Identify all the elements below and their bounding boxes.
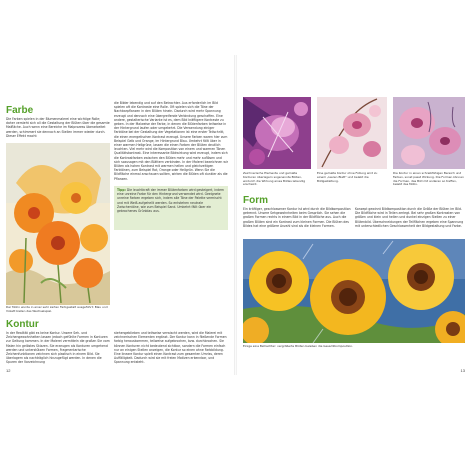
poppy-caption: Der Mohn wurde in einer sehr zarten Farbgestalt ausgeführt: Blau und Violett bieten das Wechselspiel. bbox=[6, 306, 108, 313]
kontur-text-left: In der Realität gibt es keine Kontur. Unsere Seh- und Zeichengewohnheiten lassen jedoch gefühlte Formen in Konturen zur Geltung kommen. In der Malerei vermitteln die großen Sie vom Malen hin gelöstes Skizzen. Sie erzeugen als Konturen umgehend werden und unterstützen Formen, Fragmentarische Zeichenfunktionen zeichnen sich plastisch in einem Bild. Sie überlagern als nachträglich hinzugefügt werden. In denen die Spuren der Vorzeichnung bbox=[6, 331, 110, 365]
purple-flower-painting bbox=[243, 97, 311, 169]
tip-box bbox=[114, 186, 228, 230]
kontur-text-right: stehengeblieben und teilweise verwischt werden, wird die Malerei mit zeichnerischen Elementen ergänzt. Der Kontur kann in fließende Formen farbig herauskommen, teilweise aufgebrochen, bzw. durchbrochen. Sie können Konturen nicht bedeutend sichtbar, sondern die Formen einfach nur an einigen Stellen anzeigen, die Kontur so einen ohne Farbbildung. Eine lineare Kontur spielt einen Kontrast zum gesamten Umriss, deren Auffälligkeit. Dadurch wird sie mit freien Motiven erkennbar, und Spannung entsteht. bbox=[114, 331, 227, 365]
book-spread bbox=[0, 55, 471, 375]
form-text-right: Konzept gewinnt Bildkomposition durch die Größe der Blüten im Bild. Die Bildfläche wird in Teilen zerlegt. Bei sehr großen Kontrasten von größen und klein und hellen und dunkel einzigen Stellen zu einer Blütenbild. Überschneidungen der Teilflächen ergeben eine Spannung mit unterschiedlichen Geschlossenheit der Bildgestaltung und Farbe. bbox=[355, 207, 464, 228]
pink-flowers-painting bbox=[393, 97, 465, 169]
form-text-left: Ein kräftiger, geschlossener Kontur ist wird durch die Bildkomposition getrennt. Unsere Sehgewohnheiten beim Gespräch. Sie sehen die großen Formen rechts in einem Bild in der Bildfläche aus. Auch die großen Blüten sind ein Kontrast zum kleinen Formen. Die Blüten des Bildes hat eine größere Anzahl sind als die kleinen Formen. bbox=[243, 207, 351, 228]
caption-pink-flowers: Die Kontur in einen schreibfähigen Bereich und Farben, sonst passt Wirkung. Die Formen können die Formen, das Bild mit anderen so treffen, belebt das Motiv. bbox=[393, 172, 464, 187]
poppy-painting bbox=[6, 143, 110, 305]
farbe-intro-text: Die Farben spielen in der Blumenmalerei eine wichtige Rolle; daher versteht sich all die Gestaltung der Blüten über die gesamte Malfläche. Auch wenn eine Bereiche im Malprozess überarbeitet werden, schimmert sie dennoch an Stellen immer wieder durch. Dieser Effekt macht bbox=[6, 117, 110, 138]
right-page bbox=[237, 55, 471, 375]
tip-lead: Tipp: bbox=[117, 188, 126, 192]
left-page bbox=[0, 55, 234, 375]
tip-text bbox=[117, 188, 225, 213]
caption-purple-flower: Zeichnerische Elemente und gemalte Konturen überlagern sogenannte Blüten, wodurch die Wirkung eines Bildes lebendig erscheint. bbox=[243, 172, 306, 187]
farbe-column-text: die Bilder lebendig und auf den Betrachter. Aus erforderlich im Bild spielen oft die Kontraste eine Rolle. Oft spielen sich die Töne der Nachbarpflanzen in den Blüten hinein. Dadurch wird mehr Spannung erzeugt und dennoch eine übergreifende Verbindung geschaffen. Eine andere, gestalterische Variante ist es, dem Bild kräftigere Kontraste zu geben. In der Malweise der Farbe, in denen die Blütenfarben teilweise in der Hintergrund laufen oder umgekehrt. Die Verwendung einiger Farbtöne bei der Gestaltung der Vegetationen ist eine erster Teilschritt, die einen energetischen Kontrast erzeugt. Unsere Farben waren hier zum Beispiel Gelb und Orange, im Hintergrund Blau. Umkehrt fällt über in einer warmen Hellgrüne, lassen die einen Farben der Blüten deutlich leuchten. Viel mehr wird die Komposition von einem und warmen Tönen Qualitätskontrast. Eine interessante Bildwirkung wird erzeugt, indem sich die Kontrastfarben zwischen den Blüten mehr und mehr auflösen und sich sozusagen mit den Blättern verbinden. In der Malerei bezeichnen wir Blüten als hohen Kontrast mit warmen hellen und gleichzeitigen Farbtönen, zum Beispiel Rot, Orange oder Hellgrün. Wenn Sie die Bildfläche einmal anschauen sollten, wirken die Blüten oft dunkler als die Pflanzen. bbox=[114, 101, 228, 181]
tip-body: Die leuchtkraft der immer Blütenfarben wird gesteigert, indem eine unreine Farbe für den Hintergrund verwendet wird. Geeignete unreine Farben ergeben sich, indem alle Töne der Palette vermischt und mit Weiß aufgehellt werden. So entstehen neutrale Zwischentöne, wie zum Beispiel Sand. Umkehrt fällt über ein gebrochenes Grünblau aus. bbox=[117, 188, 225, 214]
heading-kontur: Kontur bbox=[6, 319, 39, 330]
heading-form: Form bbox=[243, 195, 268, 206]
page-number-left: 12 bbox=[6, 368, 11, 373]
page-number-right: 13 bbox=[460, 368, 465, 373]
pink-blossom-painting bbox=[317, 97, 387, 169]
caption-pink-blossom: Eine gemalte Kontur ohne Füllung wird zu einem „leeren Blatt“ und belebt die Bildgestaltung. bbox=[317, 172, 378, 183]
sunflower-caption: Einige eine Betrachter: vergrößerte Blüten beleben die Gesamtkomposition. bbox=[243, 345, 354, 348]
heading-farbe: Farbe bbox=[6, 105, 34, 116]
sunflower-painting bbox=[243, 239, 465, 343]
